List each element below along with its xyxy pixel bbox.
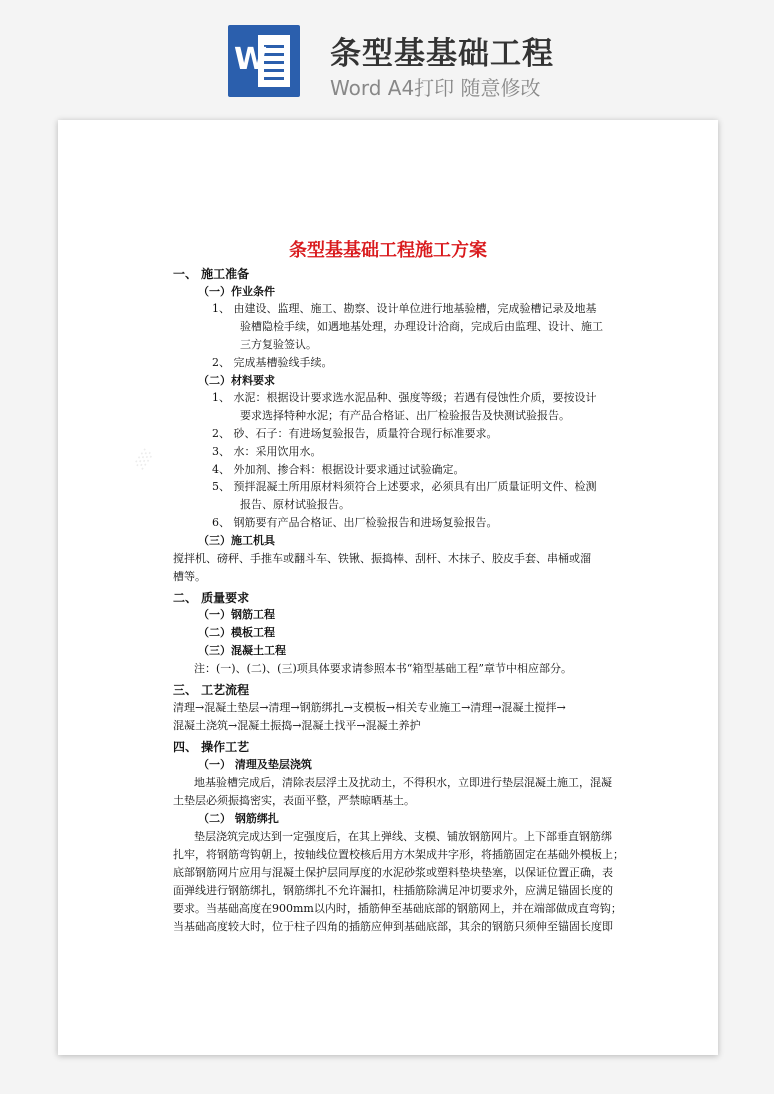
list-item: 4、 外加剂、掺合料：根据设计要求通过试验确定。 [212,463,465,476]
paragraph-line: 清理→混凝土垫层→清理→钢筋绑扎→支模板→相关专业施工→清理→混凝土搅拌→ [173,701,566,714]
paragraph-line: 当基础高度较大时，位于柱子四角的插筋应伸到基础底部，其余的钢筋只须伸至锚固长度即 [173,920,613,933]
note-line: 注：(一)、(二)、(三)项具体要求请参照本书“箱型基础工程”章节中相应部分。 [194,662,572,675]
list-item-continued: 三方复验签认。 [240,338,317,351]
list-item-continued: 要求选择特种水泥；有产品合格证、出厂检验报告及快测试验报告。 [240,409,570,422]
paragraph-line: 扎牢，将钢筋弯钩朝上，按轴线位置校核后用方木架成井字形，将插筋固定在基础外模板上； [173,848,624,861]
header [0,0,774,118]
list-item: 2、 砂、石子：有进场复验报告，质量符合现行标准要求。 [212,427,498,440]
section-heading: 三、 工艺流程 [173,683,250,697]
subsection-heading: （一） 清理及垫层浇筑 [198,758,312,771]
list-item-continued: 验槽隐检手续，如遇地基处理，办理设计洽商，完成后由监理、设计、施工 [240,320,603,333]
subsection-heading: （二）模板工程 [198,626,275,639]
subsection-heading: （二） 钢筋绑扎 [198,812,279,825]
paragraph-line: 要求。当基础高度在900mm以内时，插筋伸至基础底部的钢筋网上，并在端部做成直弯钩； [173,902,622,915]
subsection-heading: （一）作业条件 [198,285,275,298]
word-logo-icon [228,25,300,97]
paragraph-line: 垫层浇筑完成达到一定强度后，在其上弹线、支模、铺放钢筋网片。上下部垂直钢筋绑 [194,830,612,843]
subsection-heading: （三）混凝土工程 [198,644,286,657]
list-item: 2、 完成基槽验线手续。 [212,356,333,369]
subsection-heading: （一）钢筋工程 [198,608,275,621]
paragraph-line: 面弹线进行钢筋绑扎，钢筋绑扎不允许漏扣，柱插筋除满足冲切要求外，应满足锚固长度的 [173,884,613,897]
paragraph-line: 底部钢筋网片应用与混凝土保护层同厚度的水泥砂浆或塑料垫块垫塞，以保证位置正确，表 [173,866,613,879]
list-item: 5、 预拌混凝土所用原材料须符合上述要求，必须具有出厂质量证明文件、检测 [212,480,597,493]
document-page [58,120,718,1055]
section-heading: 四、 操作工艺 [173,740,250,754]
subsection-heading: （二）材料要求 [198,374,275,387]
list-item-continued: 报告、原材试验报告。 [240,498,350,511]
document-title: 条型基基础工程施工方案 [289,240,487,261]
list-item: 3、 水：采用饮用水。 [212,445,322,458]
section-heading: 一、 施工准备 [173,267,250,281]
paragraph-line: 槽等。 [173,570,206,583]
word-logo-letter: W [234,42,268,77]
header-title: 条型基基础工程 [330,36,554,72]
paragraph-line: 地基验槽完成后，清除表层浮土及扰动土，不得积水，立即进行垫层混凝土施工，混凝 [194,776,612,789]
watermark: ░ [133,448,155,471]
paragraph-line: 混凝土浇筑→混凝土振捣→混凝土找平→混凝土养护 [173,719,421,732]
list-item: 1、 水泥：根据设计要求选水泥品种、强度等级；若遇有侵蚀性介质，要按设计 [212,391,597,404]
section-heading: 二、 质量要求 [173,591,250,605]
header-subtitle: Word A4打印 随意修改 [330,76,541,100]
list-item: 1、 由建设、监理、施工、勘察、设计单位进行地基验槽，完成验槽记录及地基 [212,302,597,315]
list-item: 6、 钢筋要有产品合格证、出厂检验报告和进场复验报告。 [212,516,498,529]
paragraph-line: 土垫层必须振捣密实，表面平整，严禁晾晒基土。 [173,794,415,807]
paragraph-line: 搅拌机、磅秤、手推车或翻斗车、铁锹、振捣棒、刮杆、木抹子、胶皮手套、串桶或溜 [173,552,591,565]
subsection-heading: （三）施工机具 [198,534,275,547]
